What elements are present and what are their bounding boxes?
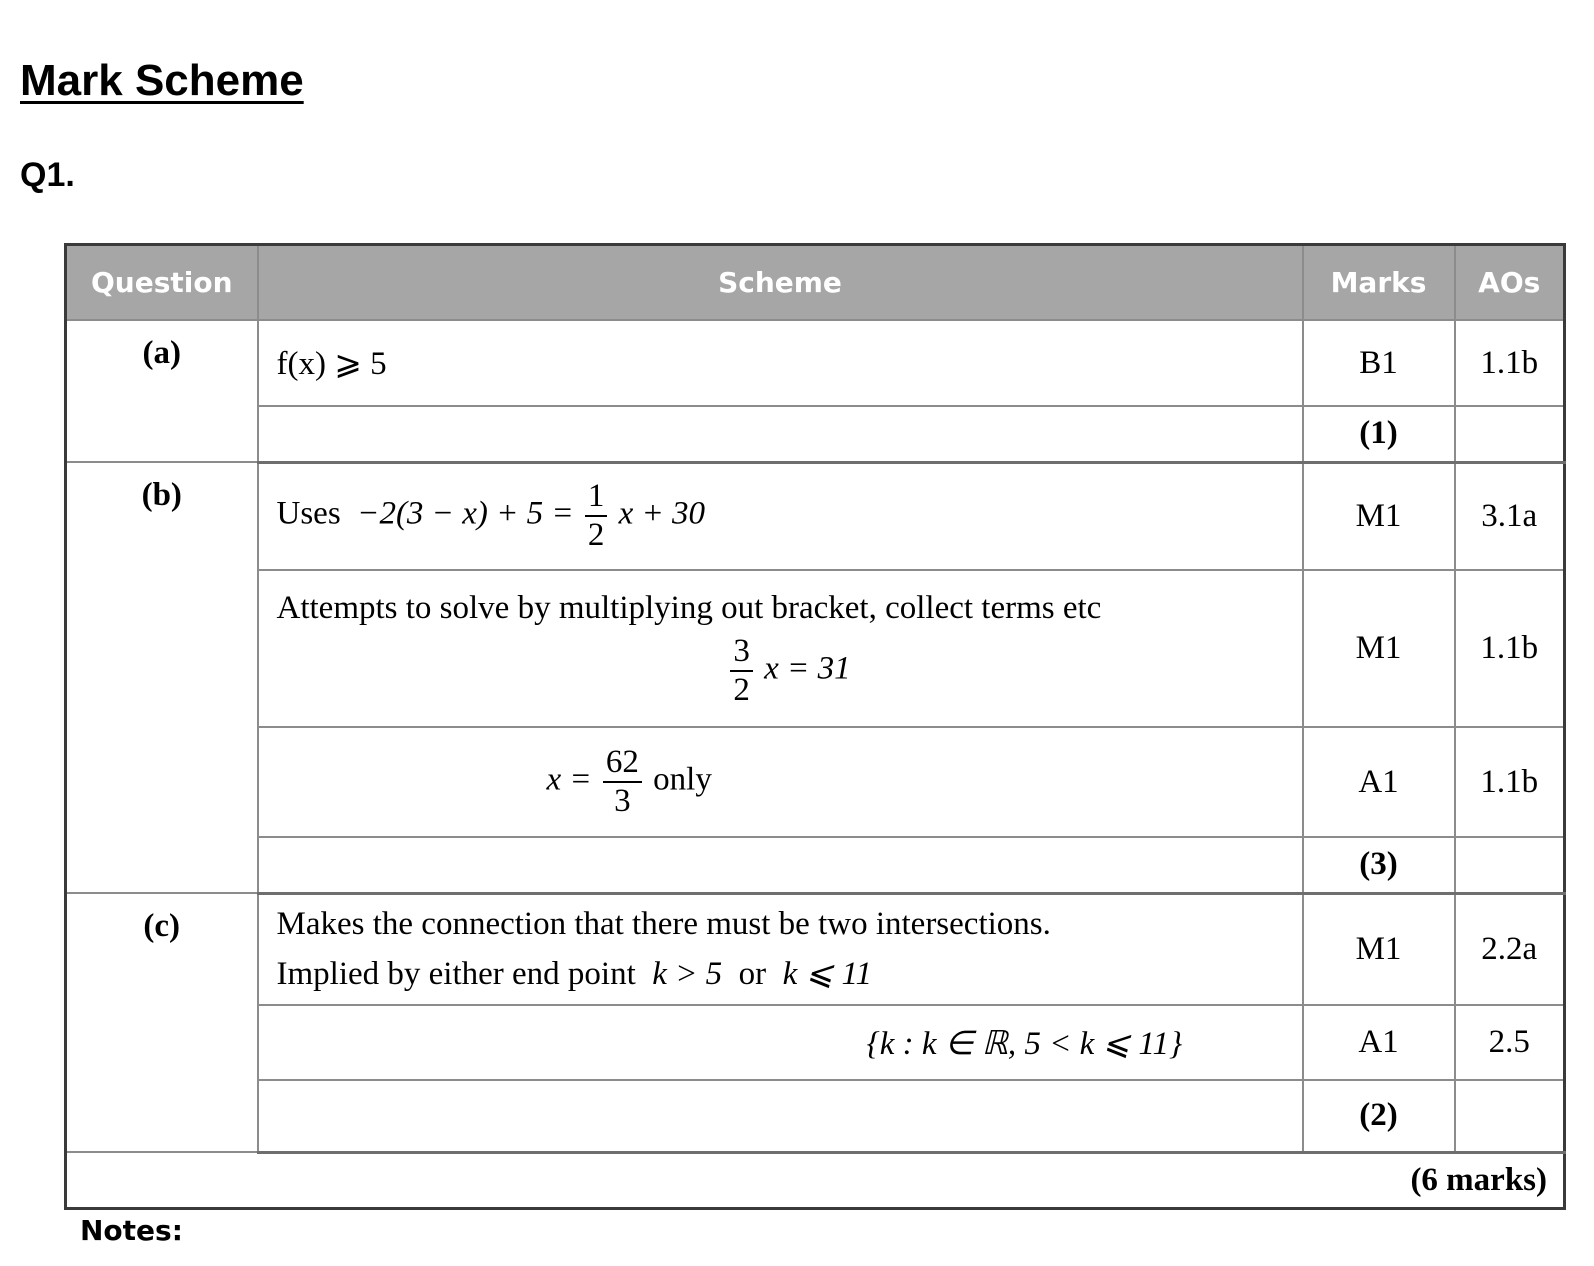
- fraction-numerator: 3: [730, 635, 753, 672]
- table-row: [66, 727, 1565, 837]
- scheme-text: Attempts to solve by multiplying out bracket, collect terms etc: [276, 590, 1102, 626]
- scheme-suffix: only: [653, 761, 712, 798]
- scheme-cell: [258, 893, 1303, 1005]
- scheme-cell: [258, 320, 1303, 406]
- mark-cell: M1: [1303, 462, 1455, 570]
- scheme-lhs: −2(3 − x) + 5 =: [357, 495, 574, 532]
- scheme-text: Implied by either end point: [276, 955, 636, 992]
- scheme-text: Makes the connection that there must be two intersections.: [276, 905, 1051, 942]
- table-header-row: [66, 245, 1565, 321]
- header-aos: AOs: [1455, 245, 1565, 321]
- question-number: Q1.: [20, 156, 75, 194]
- mark-cell: B1: [1303, 320, 1455, 406]
- fraction: [730, 635, 753, 707]
- scheme-cell-empty: [258, 1080, 1303, 1152]
- scheme-cell: [258, 1005, 1303, 1080]
- part-label-b: (b): [66, 462, 258, 893]
- header-marks: Marks: [1303, 245, 1455, 321]
- scheme-condition: k > 5: [652, 955, 723, 992]
- scheme-uses: Uses: [276, 495, 341, 532]
- header-question: Question: [66, 245, 258, 321]
- scheme-cell: [258, 727, 1303, 837]
- ao-cell: 1.1b: [1455, 570, 1565, 727]
- scheme-cell-empty: [258, 837, 1303, 893]
- notes-label: Notes:: [80, 1214, 183, 1247]
- fraction: [585, 480, 608, 552]
- subtotal-mark: (1): [1303, 406, 1455, 462]
- scheme-cell: [258, 462, 1303, 570]
- scheme-cell: [258, 570, 1303, 727]
- scheme-condition: k ⩽ 11: [782, 955, 873, 992]
- scheme-text-line2: [277, 953, 1302, 993]
- table-row: [66, 1005, 1565, 1080]
- table-row: [66, 320, 1565, 406]
- ao-cell-empty: [1455, 1080, 1565, 1152]
- part-label-a: (a): [66, 320, 258, 462]
- total-marks: (6 marks): [66, 1152, 1565, 1208]
- fraction-numerator: 1: [585, 480, 608, 517]
- scheme-equation: [277, 635, 1302, 707]
- table-row: [66, 570, 1565, 727]
- scheme-or: or: [738, 955, 767, 992]
- fraction-denominator: 2: [587, 517, 605, 554]
- fraction-denominator: 2: [733, 672, 750, 708]
- fraction: [603, 746, 642, 818]
- mark-scheme-table: [64, 243, 1566, 1210]
- mark-cell: M1: [1303, 893, 1455, 1005]
- ao-cell: 2.2a: [1455, 893, 1565, 1005]
- ao-cell: 2.5: [1455, 1005, 1565, 1080]
- ao-cell: 1.1b: [1455, 320, 1565, 406]
- page-title: Mark Scheme: [20, 56, 304, 105]
- table-row: [66, 893, 1565, 1005]
- mark-cell: A1: [1303, 727, 1455, 837]
- subtotal-row: [66, 1080, 1565, 1152]
- mark-cell: A1: [1303, 1005, 1455, 1080]
- ao-cell: 3.1a: [1455, 462, 1565, 570]
- scheme-lhs: x =: [546, 761, 592, 798]
- scheme-rhs: x + 30: [618, 495, 706, 532]
- scheme-set: {k : k ∈ ℝ, 5 < k ⩽ 11}: [866, 1025, 1183, 1062]
- scheme-equation: [277, 746, 1302, 818]
- subtotal-mark: (2): [1303, 1080, 1455, 1152]
- part-label-c: (c): [66, 893, 258, 1152]
- subtotal-row: [66, 837, 1565, 893]
- subtotal-row: [66, 406, 1565, 462]
- header-scheme: Scheme: [258, 245, 1303, 321]
- ao-cell-empty: [1455, 837, 1565, 893]
- scheme-relation: ⩾ 5: [334, 346, 387, 382]
- total-row: [66, 1152, 1565, 1208]
- ao-cell-empty: [1455, 406, 1565, 462]
- mark-cell: M1: [1303, 570, 1455, 727]
- subtotal-mark: (3): [1303, 837, 1455, 893]
- fraction-numerator: 62: [603, 746, 642, 783]
- scheme-cell-empty: [258, 406, 1303, 462]
- fraction-denominator: 3: [614, 783, 631, 819]
- scheme-rhs: x = 31: [764, 650, 851, 687]
- ao-cell: 1.1b: [1455, 727, 1565, 837]
- scheme-expression: f(x): [276, 346, 326, 382]
- table-row: [66, 462, 1565, 570]
